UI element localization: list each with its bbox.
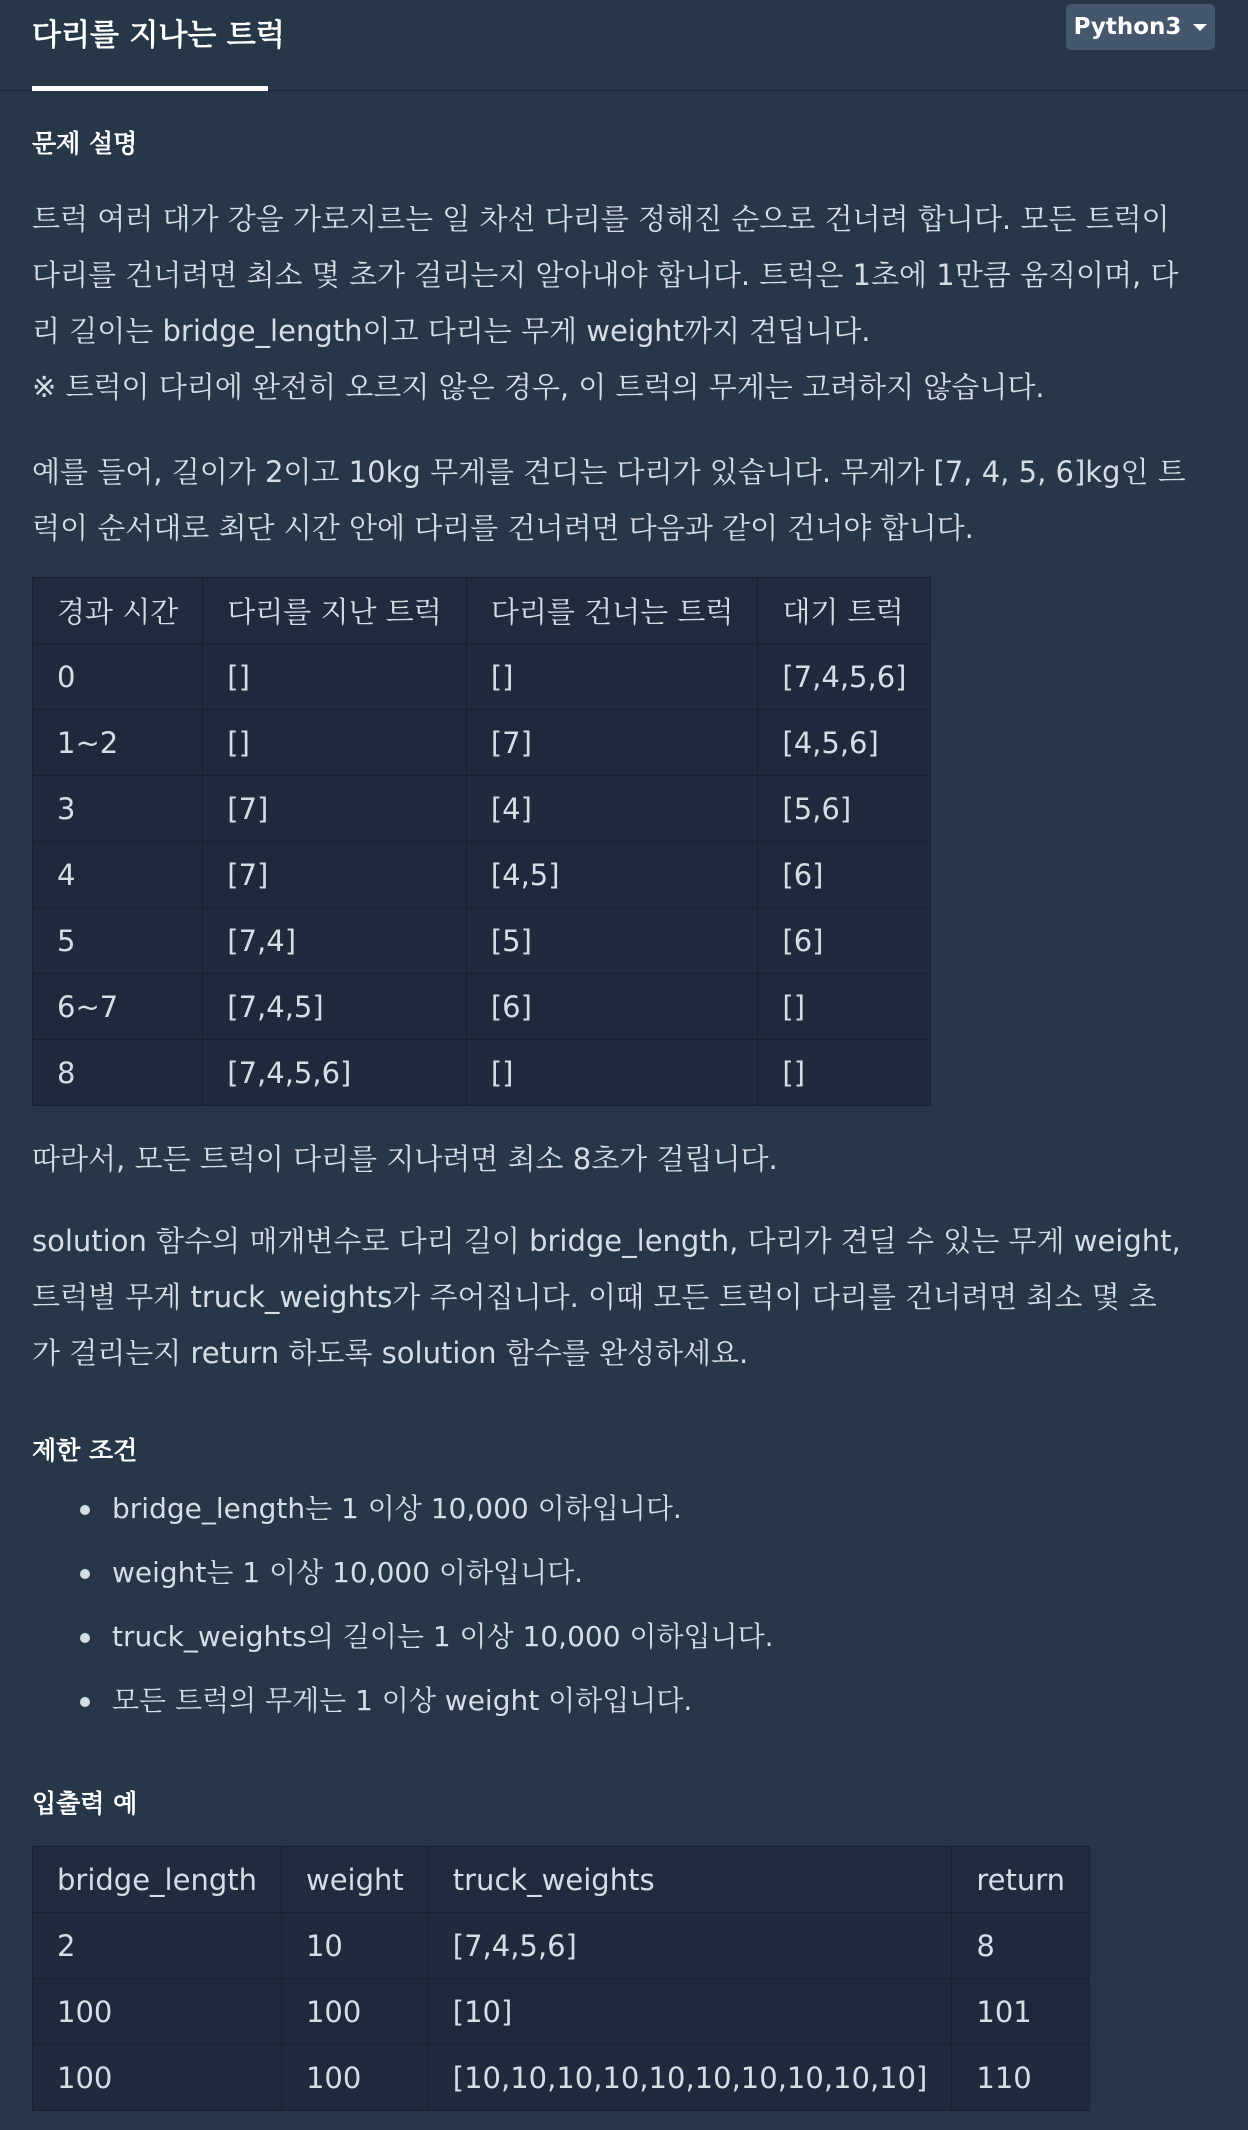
problem-header <box>0 0 1248 91</box>
table-cell: [5] <box>466 908 758 974</box>
table-cell: [7,4,5,6] <box>203 1040 467 1106</box>
table-cell: 1~2 <box>33 710 203 776</box>
column-header-elapsed-time: 경과 시간 <box>33 578 203 644</box>
table-cell: [7,4,5] <box>203 974 467 1040</box>
table-cell: [5,6] <box>758 776 931 842</box>
constraints-heading: 제한 조건 <box>32 1436 138 1465</box>
column-header-return: return <box>952 1847 1090 1913</box>
table-row <box>33 1913 1090 1979</box>
table-cell: [4] <box>466 776 758 842</box>
table-cell: [6] <box>758 908 931 974</box>
column-header-crossing-trucks: 다리를 건너는 트럭 <box>466 578 758 644</box>
list-item: truck_weights의 길이는 1 이상 10,000 이하입니다. <box>80 1605 774 1669</box>
table-cell: [7,4,5,6] <box>428 1913 952 1979</box>
table-cell: [7] <box>203 842 467 908</box>
table-cell: [10,10,10,10,10,10,10,10,10,10] <box>428 2045 952 2111</box>
table-cell: 100 <box>281 1979 428 2045</box>
constraints-list <box>80 1477 774 1733</box>
examples-heading: 입출력 예 <box>32 1789 138 1818</box>
language-select[interactable] <box>1066 4 1215 50</box>
table-cell: [7] <box>203 776 467 842</box>
table-cell: 5 <box>33 908 203 974</box>
table-cell: [6] <box>758 842 931 908</box>
table-cell: [7] <box>466 710 758 776</box>
list-item: 모든 트럭의 무게는 1 이상 weight 이하입니다. <box>80 1669 774 1733</box>
table-row <box>33 1979 1090 2045</box>
table-cell: 110 <box>952 2045 1090 2111</box>
table-cell: 100 <box>281 2045 428 2111</box>
table-cell: [4,5] <box>466 842 758 908</box>
description-line: solution 함수의 매개변수로 다리 길이 bridge_length, 다리가 견딜 수 있는 무게 weight, <box>32 1224 1181 1258</box>
description-line: 다리를 건너려면 최소 몇 초가 걸리는지 알아내야 합니다. 트럭은 1초에 1만큼 움직이며, 다 <box>32 258 1179 292</box>
table-row <box>33 644 931 710</box>
timeline-table <box>32 577 931 1106</box>
table-row <box>33 974 931 1040</box>
description-line: 트럭별 무게 truck_weights가 주어집니다. 이때 모든 트럭이 다리를 건너려면 최소 몇 초 <box>32 1280 1157 1314</box>
tab-problem-title[interactable] <box>32 0 285 91</box>
table-cell: 10 <box>281 1913 428 1979</box>
description-line: 리 길이는 bridge_length이고 다리는 무게 weight까지 견딥니다. <box>32 314 871 348</box>
table-cell: [] <box>758 1040 931 1106</box>
table-cell: 4 <box>33 842 203 908</box>
table-header-row <box>33 578 931 644</box>
description-line: ※ 트럭이 다리에 완전히 오르지 않은 경우, 이 트럭의 무게는 고려하지 않습니다. <box>32 370 1045 404</box>
table-cell: [] <box>203 710 467 776</box>
table-row <box>33 842 931 908</box>
list-item: bridge_length는 1 이상 10,000 이하입니다. <box>80 1477 774 1541</box>
table-cell: [] <box>466 644 758 710</box>
table-header-row <box>33 1847 1090 1913</box>
description-paragraph-1 <box>32 191 1222 415</box>
table-cell: [] <box>203 644 467 710</box>
description-paragraph-3: 따라서, 모든 트럭이 다리를 지나려면 최소 8초가 걸립니다. <box>32 1142 778 1176</box>
table-row <box>33 1040 931 1106</box>
table-cell: 2 <box>33 1913 282 1979</box>
table-row <box>33 2045 1090 2111</box>
table-cell: 100 <box>33 1979 282 2045</box>
table-cell: [10] <box>428 1979 952 2045</box>
table-cell: [6] <box>466 974 758 1040</box>
description-line: 가 걸리는지 return 하도록 solution 함수를 완성하세요. <box>32 1336 749 1370</box>
table-cell: 101 <box>952 1979 1090 2045</box>
description-line: 트럭 여러 대가 강을 가로지르는 일 차선 다리를 정해진 순으로 건너려 합니다. 모든 트럭이 <box>32 202 1170 236</box>
description-paragraph-2 <box>32 444 1222 556</box>
page-title: 다리를 지나는 트럭 <box>32 18 285 53</box>
description-heading: 문제 설명 <box>32 129 138 158</box>
table-row <box>33 776 931 842</box>
table-cell: 8 <box>33 1040 203 1106</box>
table-cell: 8 <box>952 1913 1090 1979</box>
description-line: 예를 들어, 길이가 2이고 10kg 무게를 견디는 다리가 있습니다. 무게가 [7, 4, 5, 6]kg인 트 <box>32 455 1186 489</box>
table-cell: [7,4] <box>203 908 467 974</box>
column-header-weight: weight <box>281 1847 428 1913</box>
table-cell: 100 <box>33 2045 282 2111</box>
table-cell: 6~7 <box>33 974 203 1040</box>
language-select-label: Python3 <box>1073 14 1182 40</box>
table-row <box>33 908 931 974</box>
examples-table <box>32 1846 1090 2111</box>
description-line: 럭이 순서대로 최단 시간 안에 다리를 건너려면 다음과 같이 건너야 합니다. <box>32 511 974 545</box>
table-cell: [] <box>466 1040 758 1106</box>
table-row <box>33 710 931 776</box>
column-header-passed-trucks: 다리를 지난 트럭 <box>203 578 467 644</box>
table-cell: 0 <box>33 644 203 710</box>
table-cell: [] <box>758 974 931 1040</box>
column-header-truck-weights: truck_weights <box>428 1847 952 1913</box>
table-cell: [4,5,6] <box>758 710 931 776</box>
table-cell: 3 <box>33 776 203 842</box>
column-header-bridge-length: bridge_length <box>33 1847 282 1913</box>
caret-down-icon <box>1193 24 1207 31</box>
list-item: weight는 1 이상 10,000 이하입니다. <box>80 1541 774 1605</box>
table-cell: [7,4,5,6] <box>758 644 931 710</box>
description-paragraph-4 <box>32 1213 1222 1381</box>
column-header-waiting-trucks: 대기 트럭 <box>758 578 931 644</box>
